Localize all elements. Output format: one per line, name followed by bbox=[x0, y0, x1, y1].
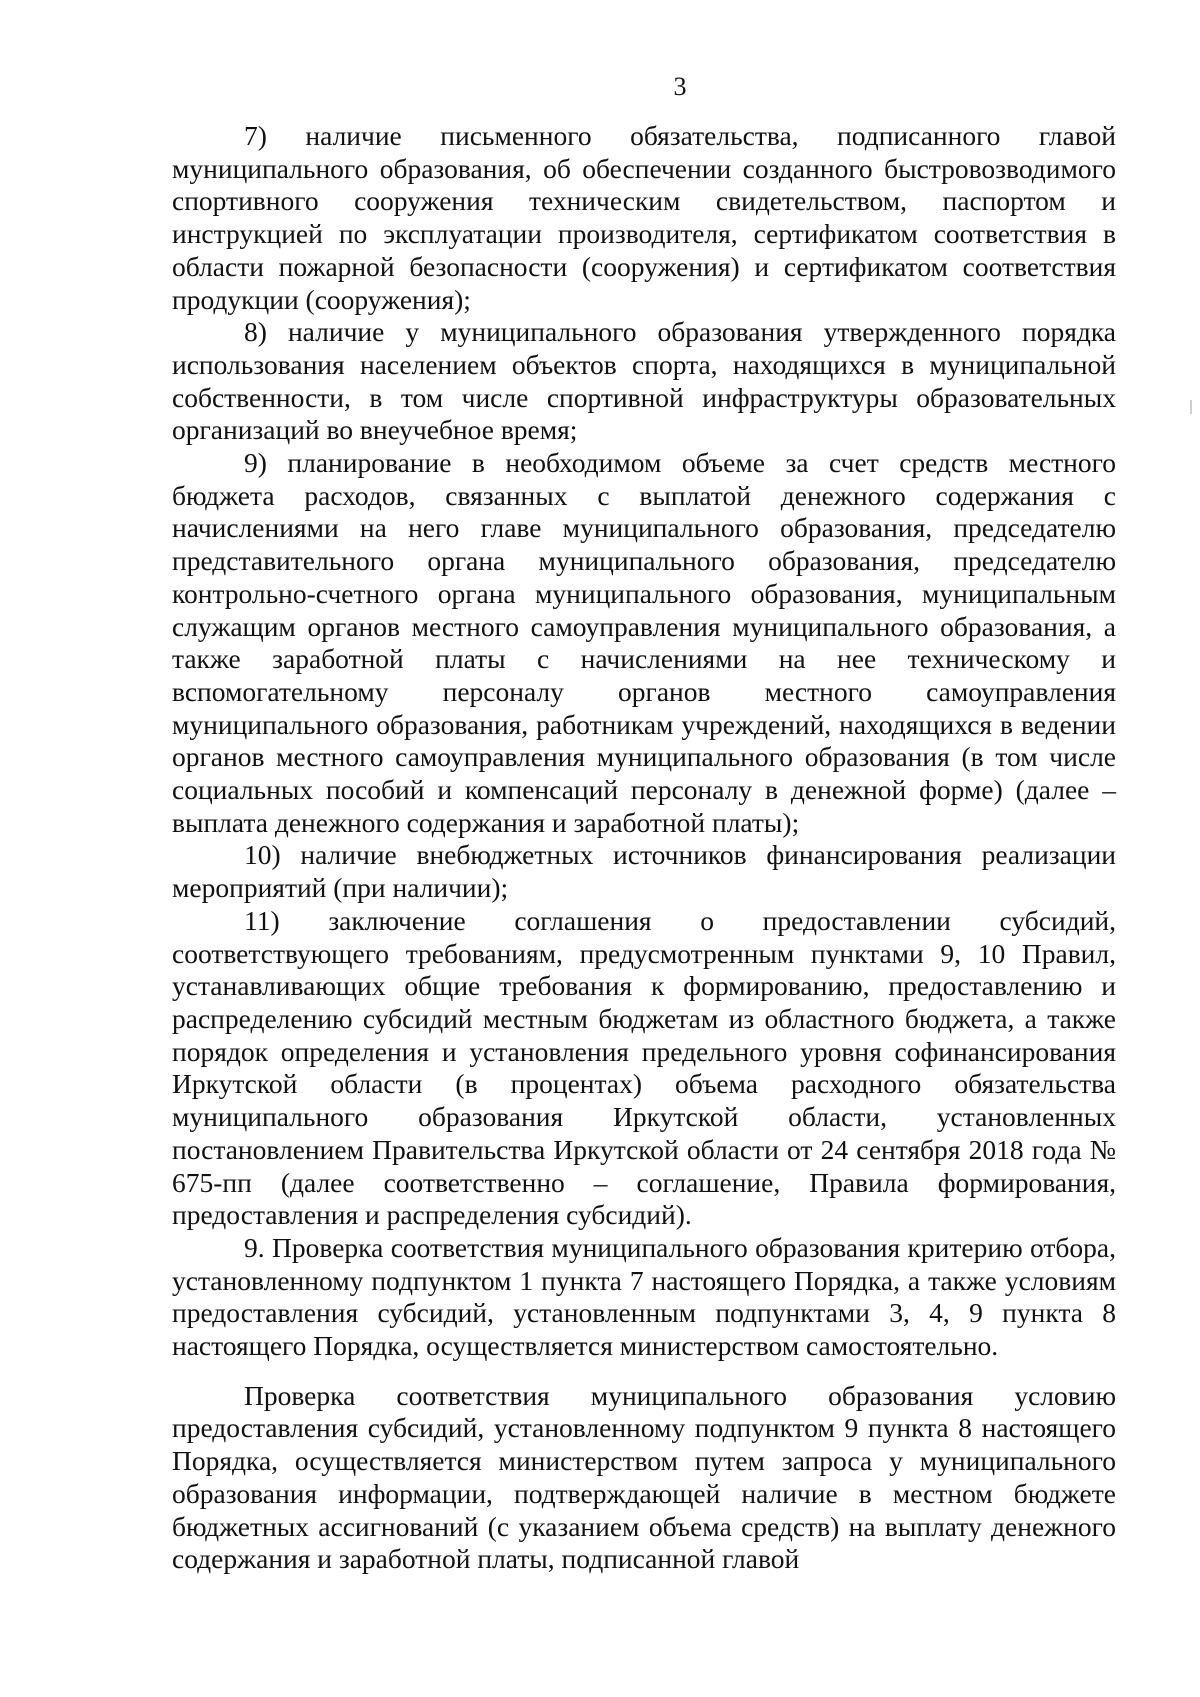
paragraph-item-7: 7) наличие письменного обязательства, подписанного главой муниципального образования, об обеспечении созданного быстровозводимого спортивного сооружения техническим свидетельством, паспортом и инструкцией по эксплуатации производителя, сертификатом соответствия в области пожарной безопасности (сооружения) и сертификатом соответствия продукции (сооружения); bbox=[172, 120, 1116, 315]
paragraph-item-9: 9) планирование в необходимом объеме за счет средств местного бюджета расходов, связанных с выплатой денежного содержания с начислениями на него главе муниципального образования, председателю представительного органа муниципального образования, председателю контрольно-счетного органа муниципального образования, муниципальным служащим органов местного самоуправления муниципального образования, а также заработной платы с начислениями на нее техническому и вспомогательному персоналу органов местного самоуправления муниципального образования, работникам учреждений, находящихся в ведении органов местного самоуправления муниципального образования (в том числе социальных пособий и компенсаций персоналу в денежной форме) (далее – выплата денежного содержания и заработной платы); bbox=[172, 447, 1116, 838]
paragraph-clause-9: 9. Проверка соответствия муниципального образования критерию отбора, установленному подпунктом 1 пункта 7 настоящего Порядка, а также условиям предоставления субсидий, установленным подпунктами 3, 4, 9 пункта 8 настоящего Порядка, осуществляется министерством самостоятельно. bbox=[172, 1231, 1116, 1362]
scan-edge-mark bbox=[1190, 400, 1192, 414]
page-number: 3 bbox=[673, 72, 687, 101]
paragraph-item-10: 10) наличие внебюджетных источников финансирования реализации мероприятий (при наличии); bbox=[172, 839, 1116, 904]
document-body bbox=[172, 120, 1116, 1576]
paragraph-verification: Проверка соответствия муниципального образования условию предоставления субсидий, установленному подпунктом 9 пункта 8 настоящего Порядка, осуществляется министерством путем запроса у муниципального образования информации, подтверждающей наличие в местном бюджете бюджетных ассигнований (с указанием объема средств) на выплату денежного содержания и заработной платы, подписанной главой bbox=[172, 1379, 1116, 1575]
paragraph-item-8: 8) наличие у муниципального образования утвержденного порядка использования населением объектов спорта, находящихся в муниципальной собственности, в том числе спортивной инфраструктуры образовательных организаций во внеучебное время; bbox=[172, 316, 1116, 446]
paragraph-item-11: 11) заключение соглашения о предоставлении субсидий, соответствующего требованиям, предусмотренным пунктами 9, 10 Правил, устанавливающих общие требования к формированию, предоставлению и распределению субсидий местным бюджетам из областного бюджета, а также порядок определения и установления предельного уровня софинансирования Иркутской области (в процентах) объема расходного обязательства муниципального образования Иркутской области, установленных постановлением Правительства Иркутской области от 24 сентября 2018 года № 675-пп (далее соответственно – соглашение, Правила формирования, предоставления и распределения субсидий). bbox=[172, 904, 1116, 1231]
